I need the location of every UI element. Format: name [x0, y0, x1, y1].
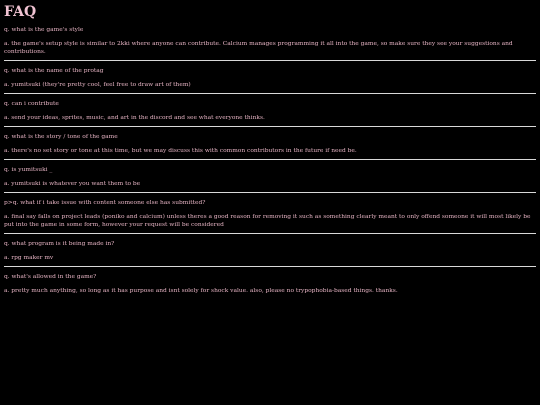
faq-answer: a. yumitsuki (they're pretty cool, feel free to draw art of them) [4, 82, 191, 88]
faq-question: q. what program is it being made in? [4, 241, 115, 247]
divider [4, 159, 536, 160]
faq-answer: a. send your ideas, sprites, music, and art in the discord and see what everyone thinks. [4, 115, 265, 121]
divider [4, 126, 536, 127]
faq-item [4, 240, 536, 267]
divider [4, 192, 536, 193]
divider [4, 233, 536, 234]
faq-item [4, 273, 536, 295]
faq-question: q. is yumitsuki _ [4, 167, 53, 173]
page-title: FAQ [4, 4, 37, 20]
faq-item [4, 133, 536, 160]
faq-answer: a. rpg maker mv [4, 255, 54, 261]
divider [4, 93, 536, 94]
faq-answer: a. the game's setup style is similar to 2kki where anyone can contribute. Calcium manages programming it all into the game, so make sure they see your suggestions and contributions. [4, 41, 513, 55]
divider [4, 60, 536, 61]
faq-item [4, 67, 536, 94]
faq-question: q. can i contribute [4, 101, 59, 107]
faq-question: q. what is the story / tone of the game [4, 134, 118, 140]
faq-question: q. what is the name of the protag [4, 68, 104, 74]
faq-item [4, 26, 536, 61]
faq-item [4, 166, 536, 193]
faq-answer: a. final say falls on project leads (poniko and calcium) unless theres a good reason for removing it such as something clearly meant to only offend someone it will most likely be put into the game in some form, however your request will be considered [4, 214, 531, 228]
faq-question: q. what's allowed in the game? [4, 274, 97, 280]
faq-item [4, 199, 536, 234]
faq-answer: a. yumitsuki is whatever you want them to be [4, 181, 141, 187]
faq-item [4, 100, 536, 127]
faq-answer: a. there's no set story or tone at this time, but we may discuss this with common contributors in the future if need be. [4, 148, 357, 154]
faq-answer: a. pretty much anything, so long as it has purpose and isnt solely for shock value. also, please no trypophobia-based things. thanks. [4, 288, 398, 294]
faq-question: p>q. what if i take issue with content someone else has submitted? [4, 200, 206, 206]
faq-question: q. what is the game's style [4, 27, 84, 33]
divider [4, 266, 536, 267]
